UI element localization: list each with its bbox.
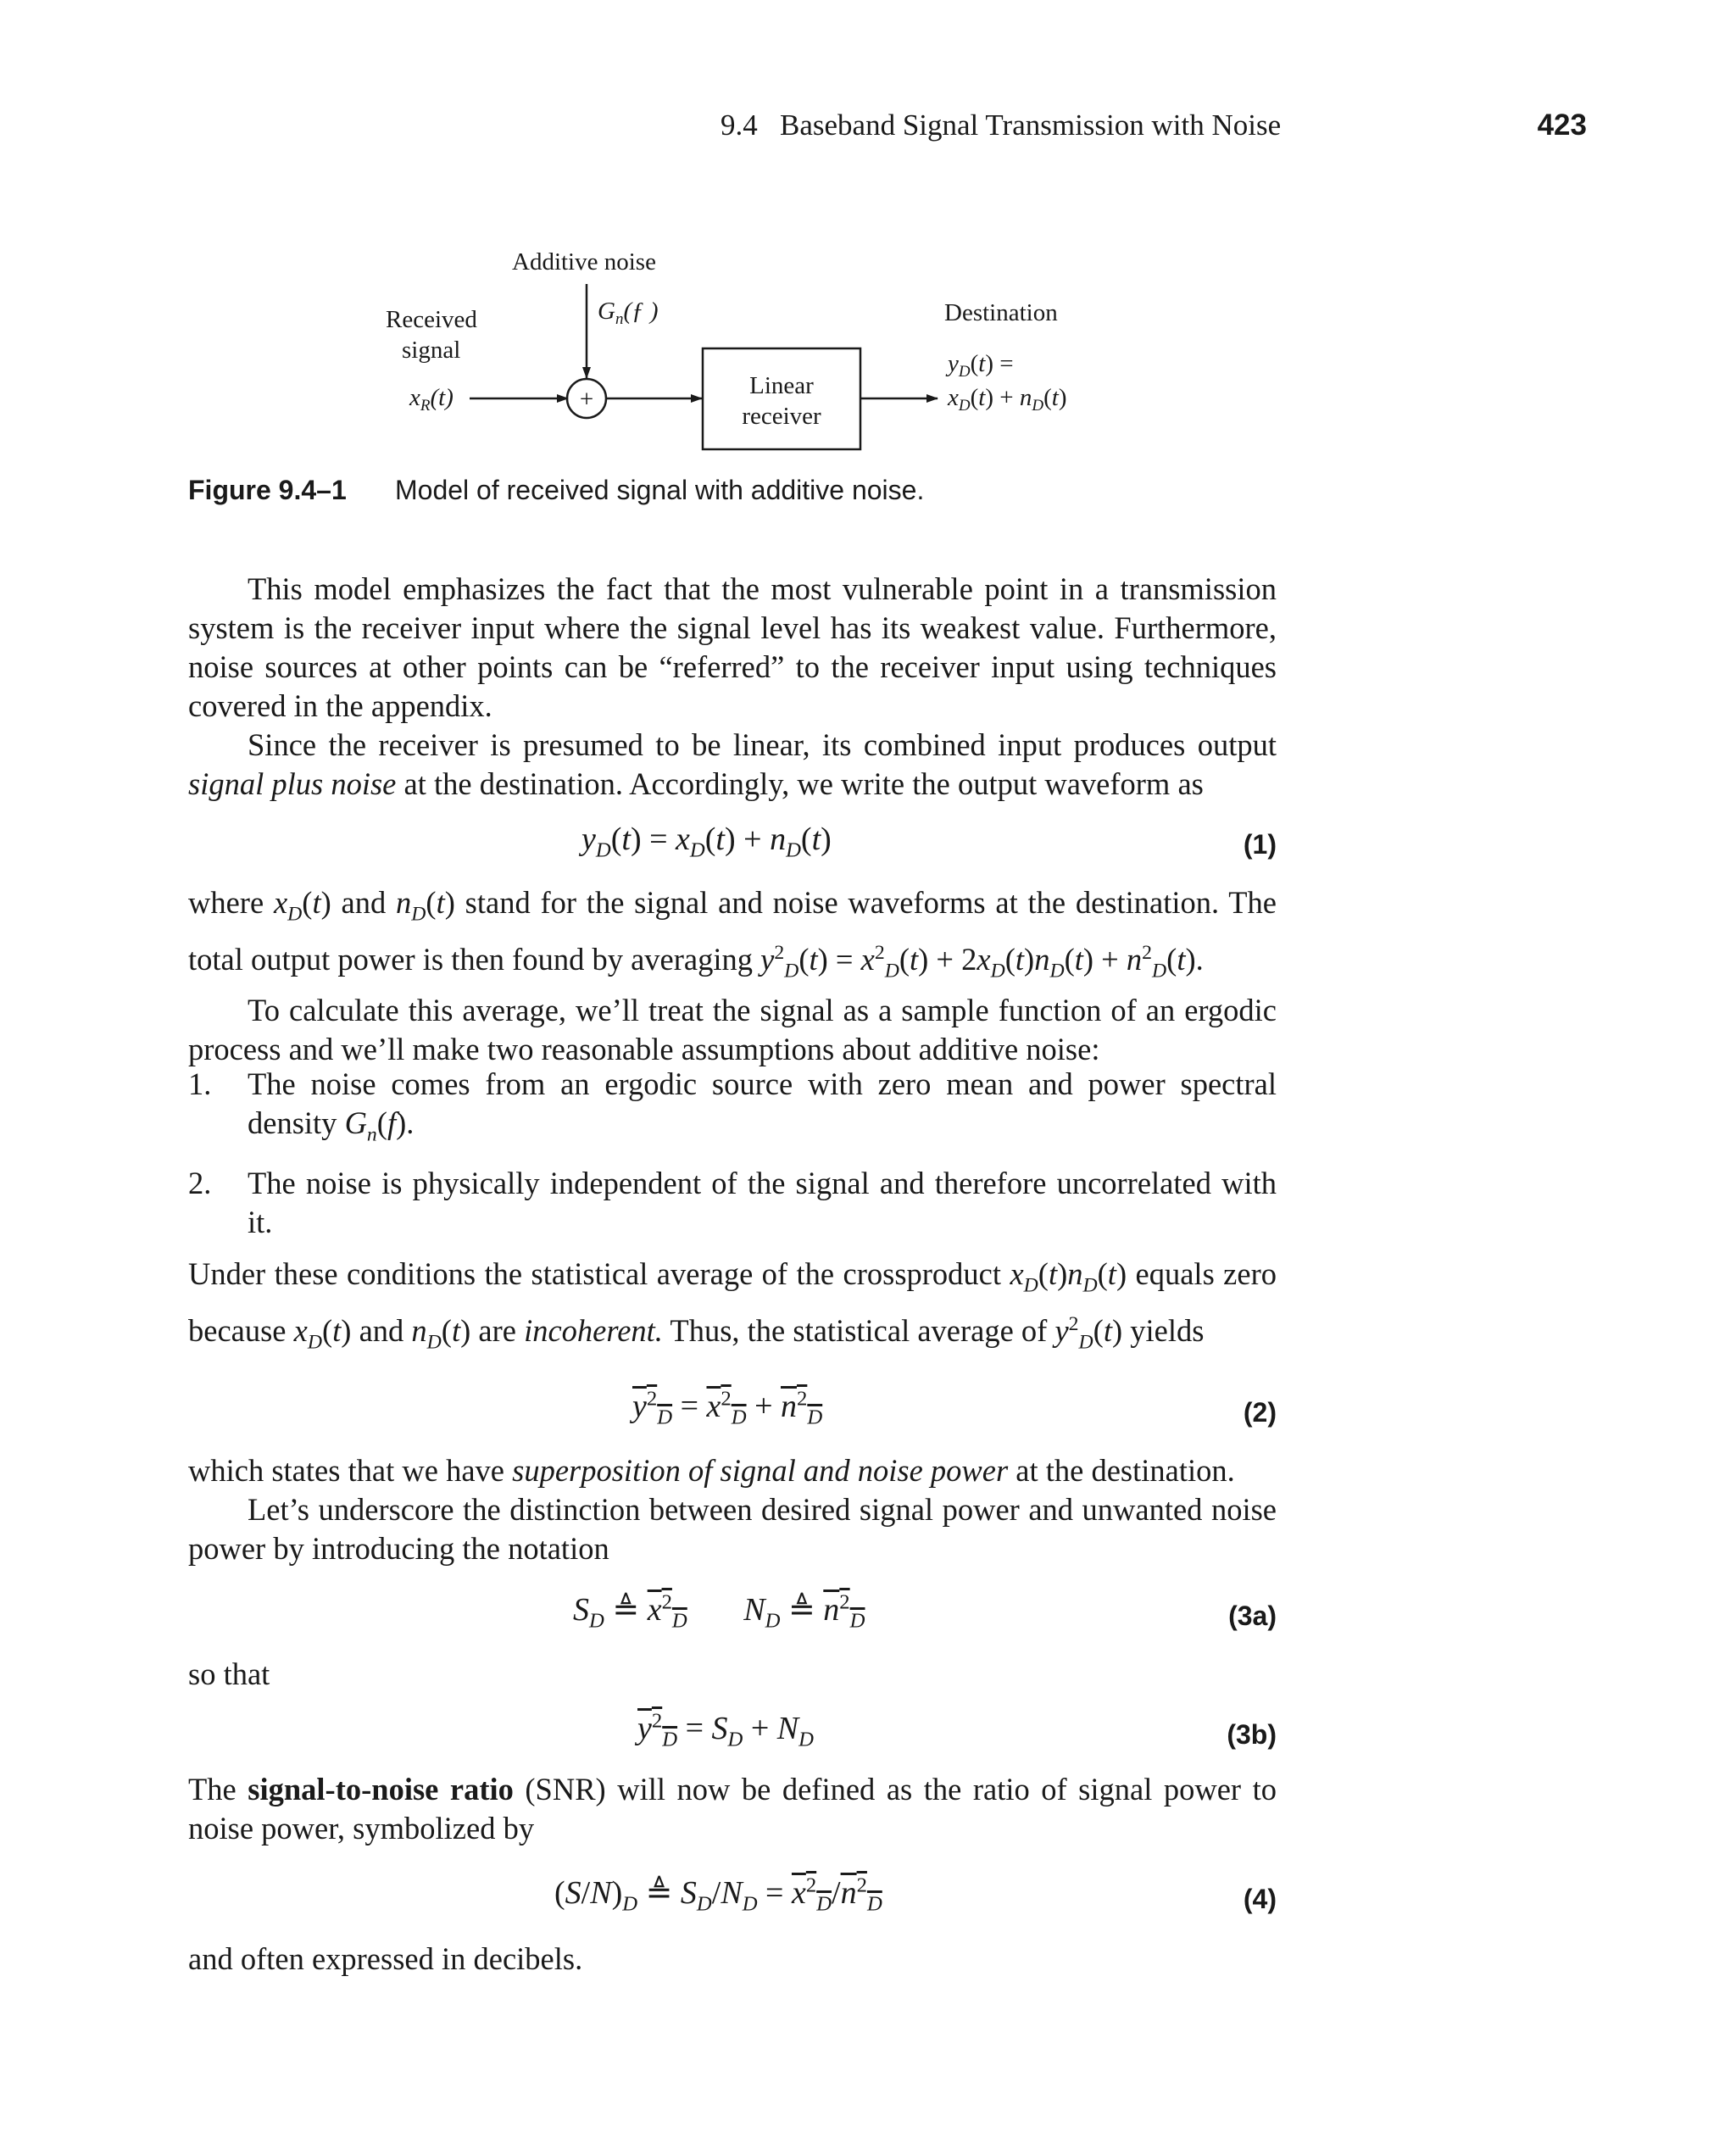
list-item-text: The noise is physically independent of the signal and therefore uncorrelated with it. xyxy=(248,1166,1277,1240)
equation-1: $y_D(t) = x_D(t) + n_D(t)$ xyxy=(581,821,832,862)
additive-noise-label: Additive noise xyxy=(512,248,656,276)
adder-symbol: + xyxy=(579,386,594,413)
list-item xyxy=(188,1065,1277,1154)
paragraph-2 xyxy=(188,883,1277,1069)
figure-label: Figure 9.4–1 xyxy=(188,475,347,505)
equation-3a-number: (3a) xyxy=(1228,1601,1277,1631)
figure-caption: Model of received signal with additive noise. xyxy=(395,475,925,505)
equation-1-number: (1) xyxy=(1243,829,1277,860)
paragraph-final: and often expressed in decibels. xyxy=(188,1941,583,1976)
paragraph-4 xyxy=(188,1451,1277,1568)
paragraph-5 xyxy=(188,1770,1277,1848)
equation-4: $(S/N)_D$ ≜ $S_D/N_D = x^2_D/n^2_D$ xyxy=(554,1873,882,1916)
paragraph-snr: The signal-to-noise ratio (SNR) will now be defined as the ratio of signal power to noise power, symbolized by xyxy=(188,1772,1277,1846)
block-diagram xyxy=(0,0,1736,509)
paragraph-underscore: Let’s underscore the distinction between desired signal power and unwanted noise power by introducing the notation xyxy=(188,1492,1277,1566)
paragraph-so-that: so that xyxy=(188,1656,270,1691)
equation-2: $y^2_D = x^2_D + n^2_D$ xyxy=(632,1387,823,1429)
output-label-1: $y_D(t)$ = xyxy=(948,350,1014,381)
received-signal-label-1: Received xyxy=(386,306,477,333)
paragraph-receiver-linear: Since the receiver is presumed to be linear, its combined input produces output signal plus noise at the destination. Accordingly, we write the output waveform as xyxy=(188,727,1277,801)
paragraph-conditions: Under these conditions the statistical average of the crossproduct $x_D(t)n_D(t)$ equals zero because $x_D(t)$ and $n_D(t)$ are incoherent. Thus, the statistical average of $y^2_D(t)$ yields xyxy=(188,1256,1277,1354)
received-signal-label-2: signal xyxy=(402,337,461,364)
equation-4-number: (4) xyxy=(1243,1884,1277,1914)
paragraph-where: where $x_D(t)$ and $n_D(t)$ stand for the signal and noise waveforms at the destination. The total output power is then found by averaging $y^2_D(t) = x^2_D(t) + 2x_D(t)n_D(t) + n^2_D(t)$. xyxy=(188,885,1277,983)
list-item-text: The noise comes from an ergodic source with zero mean and power spectral density $G_n(f)$. xyxy=(248,1066,1277,1146)
list-item-number: 1. xyxy=(188,1066,212,1101)
section-title: Baseband Signal Transmission with Noise xyxy=(780,109,1282,142)
paragraph-3 xyxy=(188,1255,1277,1362)
assumptions-list xyxy=(188,1065,1277,1252)
output-label-2: $x_D(t) + n_D(t)$ xyxy=(948,384,1067,415)
section-number: 9.4 xyxy=(721,109,758,142)
paragraph-model: This model emphasizes the fact that the most vulnerable point in a transmission system is the receiver input where the signal level has its weakest value. Furthermore, noise sources at other points can be “referred” to the receiver input using techniques covered in the appendix. xyxy=(188,571,1277,723)
page-number: 423 xyxy=(1537,109,1587,142)
equation-3b-number: (3b) xyxy=(1227,1719,1277,1750)
list-item-number: 2. xyxy=(188,1166,212,1201)
paragraph-calculate: To calculate this average, we’ll treat the signal as a sample function of an ergodic process and we’ll make two reasonable assumptions about additive noise: xyxy=(188,992,1277,1066)
equation-3a: $S_D$ ≜ $x^2_D$ $N_D$ ≜ $n^2_D$ xyxy=(573,1590,865,1633)
signal-plus-noise-term: signal plus noise xyxy=(188,766,397,801)
paragraph-superposition: which states that we have superposition of signal and noise power at the destination. xyxy=(188,1453,1235,1488)
equation-2-number: (2) xyxy=(1243,1397,1277,1428)
noise-psd-label: $G_n(ƒ$ ) xyxy=(598,298,659,328)
destination-label: Destination xyxy=(944,299,1058,326)
paragraph-1 xyxy=(188,570,1277,804)
equation-3b: $y^2_D = S_D + N_D$ xyxy=(637,1709,814,1751)
receiver-label-2: receiver xyxy=(742,403,821,430)
list-item xyxy=(188,1164,1277,1242)
input-signal-label: $x_R(t)$ xyxy=(409,384,453,415)
receiver-label-1: Linear xyxy=(749,372,814,399)
